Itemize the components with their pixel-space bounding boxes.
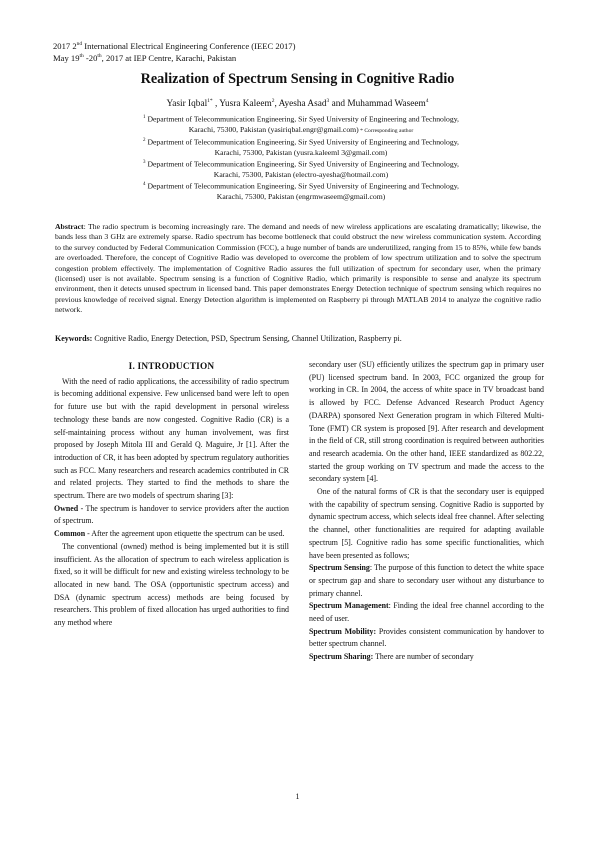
affiliations (86, 113, 516, 203)
keywords-text: Cognitive Radio, Energy Detection, PSD, Spectrum Sensing, Channel Utilization, Raspberry pi. (92, 334, 402, 343)
right-column (309, 359, 544, 664)
abstract (55, 222, 541, 316)
author-name: Yusra Kaleem (219, 99, 272, 110)
spectrum-management-item: Spectrum Management: Finding the ideal free channel according to the need of user. (309, 601, 544, 624)
section-heading-introduction: I. INTRODUCTION (128, 362, 215, 372)
affiliation-2: $^2$ Department of Telecommunication Engineering, Sir Syed University of Engineering and Technology, Karachi, 75300, Pakistan (yusra.kaleeml 3@gmail.com) (143, 137, 459, 158)
right-paragraph-2: One of the natural forms of CR is that the secondary user is equipped with the capability of spectrum sensing. Cognitive Radio is supported by dynamic spectrum access, which selects ideal free channel. After selecting the channel, other functionalities are required for adapting available spectrum [5]. Cognitive radio has some specific functionalities, which have been presented as follows; (309, 487, 544, 560)
spectrum-mobility-item: Spectrum Mobility: Provides consistent communication by handover to better spectrum channel. (309, 626, 545, 649)
author-list: Yasir Iqbal$^{1*}$ , Yusra Kaleem$^2$, Ayesha Asad$^3$ and Muhammad Waseem$^4$ (166, 98, 429, 110)
author-name: Muhammad Waseem (347, 99, 426, 110)
owned-model: Owned - The spectrum is handover to service providers after the auction of spectrum. (54, 503, 289, 526)
abstract-label: Abstract (55, 222, 84, 231)
right-paragraph-1: secondary user (SU) efficiently utilizes the spectrum gap in primary user (PU) licensed spectrum band. In 2003, FCC organized the group for working in CR. In 2004, the access of white space in TV broadcast band is allowed by FCC. Defense Advanced Research Product Agency (DARPA) sponsored Next Generation program in which Filtered Multi-Tone (FMT) CR system is proposed [9]. After research and development in the field of CR, still strong coordination is required between authorities and research academia. On the other hand, IEEE standardized as 802.22, started the group working on TV spectrum and made the access to the secondary system [4]. (309, 360, 544, 484)
page-number: 1 (295, 792, 300, 801)
author-name: Yasir Iqbal (166, 99, 208, 110)
author-name: Ayesha Asad (278, 99, 327, 110)
affiliation-4: $^4$ Department of Telecommunication Engineering, Sir Syed University of Engineering and Technology, Karachi, 75300, Pakistan (engrmwaseem@gmail.com) (143, 182, 459, 202)
spectrum-sensing-item: Spectrum Sensing: The purpose of this function to detect the white space or spectrum gap and share to secondary user without any disturbance to primary channel. (309, 563, 544, 598)
affiliation-3: $^3$ Department of Telecommunication Engineering, Sir Syed University of Engineering and Technology, Karachi, 75300, Pakistan (electro-ayesha@hotmail.com) (143, 159, 459, 180)
intro-paragraph-1: With the need of radio applications, the accessibility of radio spectrum is becoming additional expensive. Few unlicensed band were left to open for future use but with the rapid development in personal wireless technology these bands are now congested. Cognitive Radio (CR) is a self-maintaining process without any human involvement, was first proposed by Joseph Mitola III and Gerald Q. Maguire, Jr [1]. After the introduction of CR, it has been adopted by spectrum regulatory authorities such as FCC. Many researchers and research academics contributed in CR and related projects. They started to find the methods to share the spectrum. There are two models of spectrum sharing [3]: (54, 376, 289, 501)
keywords (55, 334, 541, 343)
conference-header (53, 39, 295, 64)
common-model: Common - After the agreement upon etiquette the spectrum can be used. (54, 529, 285, 539)
corresponding-author-note: * Corresponding author (358, 127, 414, 134)
paper-title: Realization of Spectrum Sensing in Cognitive Radio (140, 71, 455, 87)
intro-paragraph-2: The conventional (owned) method is being implemented but it is still insufficient. As the allocation of spectrum to each wireless application is fixed, so it will be difficult for new and existing wireless technology to be allocated in new band. The OSA (opportunistic spectrum access) and DSA (dynamic spectrum access) methods are being focused by researchers. This problem of fixed allocation has urged authorities to find any method where (54, 541, 289, 628)
conference-line-1: 2017 2nd International Electrical Engineering Conference (IEEC 2017) (53, 40, 296, 51)
keywords-label: Keywords: (55, 334, 93, 343)
abstract-text: : The radio spectrum is becoming increasingly rare. The demand and needs of new wireless applications are escalating dramatically; likewise, the bands less than 3 GHz are extremely sparse. Radio spectrum has become bottleneck that could obstruct the new wireless communication system. According to the survey conducted by Federal Communication Commission (FCC), a huge number of bands are underutilized, ranging from 15 to 85%, while few bands are overloaded. Therefore, the concept of Cognitive Radio was developed to overcome the problem of low spectrum utilization and to solve the spectrum congestion problem effectively. The implementation of Cognitive Radio assures the full utilization of spectrum for secondary user, when the primary (licensed) user is not available. Spectrum sensing is a function of Cognitive Radio, which primarily is responsible to sense and analyze its spectrum environment, then it detects unused spectrum in licensed band. This paper demonstrates Energy Detection technique of spectrum sensing which requires no previous knowledge of received signal. Energy Detection algorithm is implemented on Raspberry pi through MATLAB 2014 to analyze the cognitive radio network. (55, 222, 541, 315)
spectrum-sharing-item: Spectrum Sharing: There are number of secondary (309, 652, 474, 662)
conference-line-2: May 19th -20th, 2017 at IEP Centre, Karachi, Pakistan (53, 53, 237, 64)
left-column (54, 361, 289, 630)
affiliation-1: $^1$ Department of Telecommunication Engineering, Sir Syed University of Engineering and Technology, Karachi, 75300, Pakistan (yasiriqbal.engr@gmail.com) * Corresponding author (143, 114, 459, 134)
